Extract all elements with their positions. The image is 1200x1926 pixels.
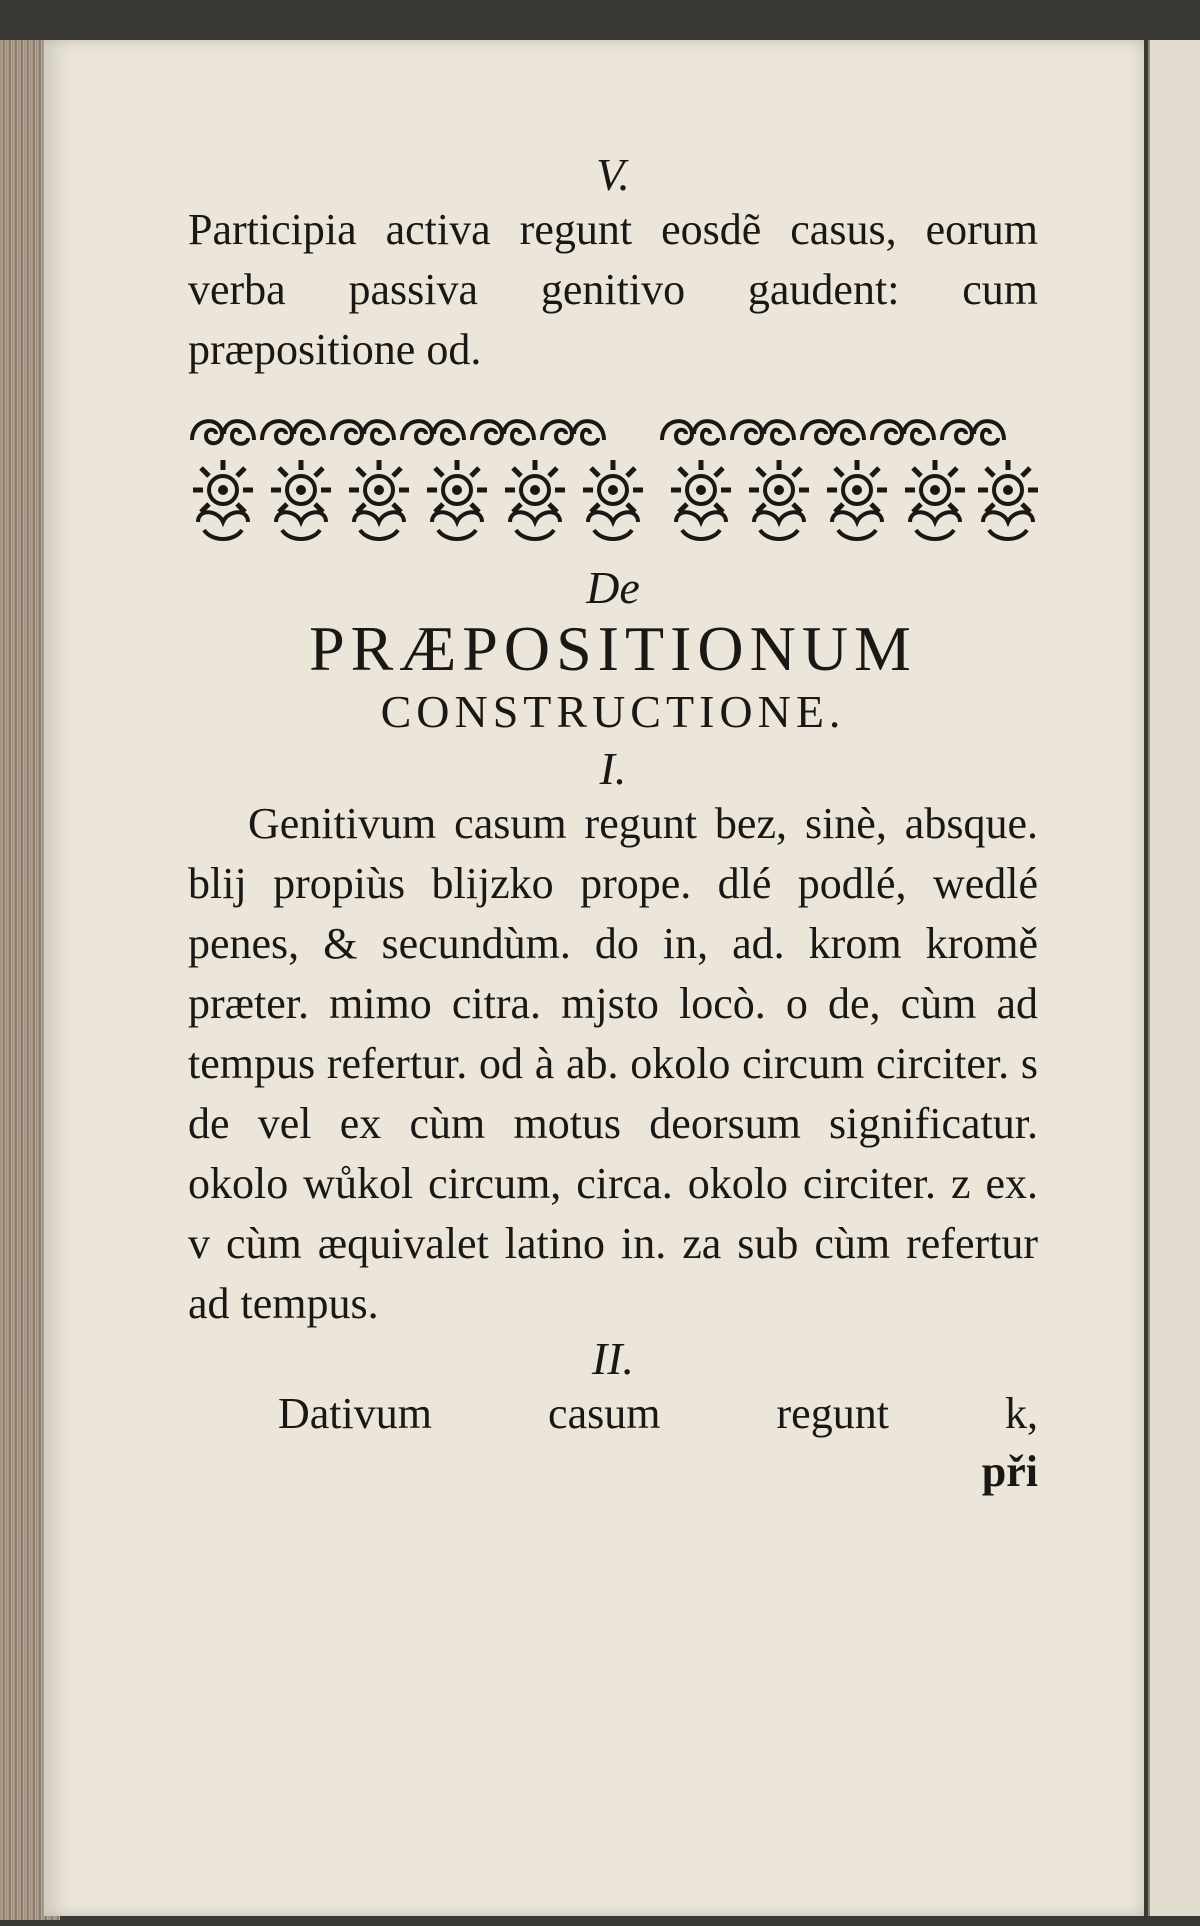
section-number-ii: II.: [591, 1333, 635, 1384]
section-ii-word-4: k,: [1004, 1389, 1038, 1438]
ornament-band-icon: [188, 406, 1038, 542]
section-ii-line: [188, 1384, 1038, 1444]
title-main: PRÆPOSITIONUM: [309, 613, 917, 684]
catchword: při: [981, 1447, 1038, 1496]
text-block: [188, 150, 1038, 1500]
section-ii-word-2: casum: [548, 1389, 661, 1438]
section-ii-word-3: regunt: [776, 1389, 889, 1438]
section-number-v: V.: [596, 149, 630, 200]
section-v-text: Participia activa regunt eosdẽ casus, eorum verba passiva genitivo gaudent: cum præpositione od.: [188, 205, 1038, 374]
ornament-band: [188, 406, 1038, 542]
section-number-i: I.: [599, 743, 627, 794]
next-page-edge: [1148, 40, 1200, 1916]
title-de: De: [586, 562, 640, 613]
section-i-text: Genitivum casum regunt bez, sinè, absque. blij propiùs blijzko prope. dlé podlé, wedlé penes, & secundùm. do in, ad. krom kromě præter. mimo citra. mjsto locò. o de, cùm ad tempus refertur. od à ab. okolo circum circiter. s de vel ex cùm motus deorsum significatur. okolo wůkol circum, circa. okolo circiter. z ex. v cùm æquivalet latino in. za sub cùm refertur ad tempus.: [188, 799, 1038, 1328]
title-sub: CONSTRUCTIONE.: [380, 686, 846, 737]
section-ii-word-1: Dativum: [278, 1389, 432, 1438]
